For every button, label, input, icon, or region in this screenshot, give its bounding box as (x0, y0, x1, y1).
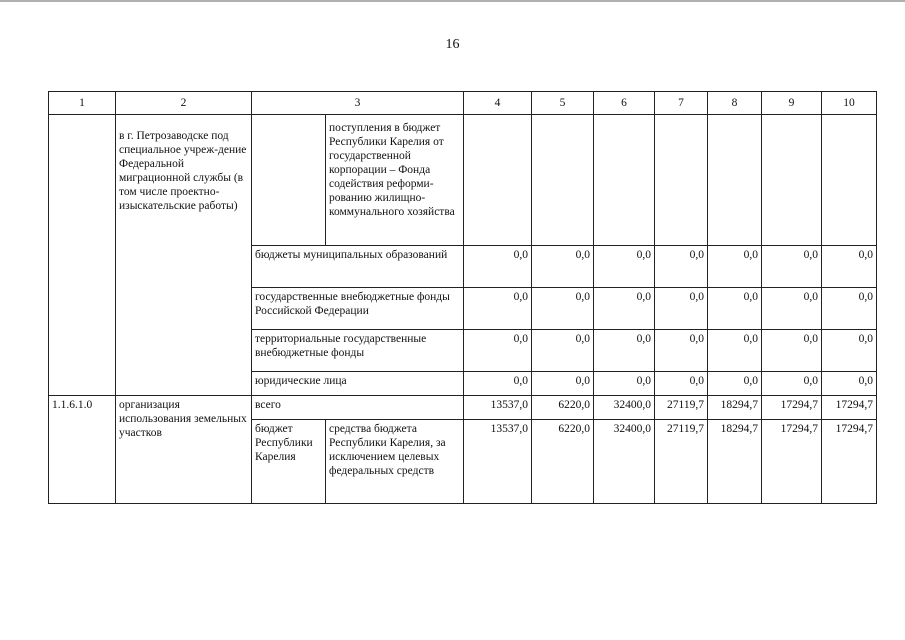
value-cell: 0,0 (762, 246, 822, 288)
value-cell (822, 115, 877, 246)
header-row (49, 92, 877, 115)
value-cell: 0,0 (822, 288, 877, 330)
source-label: бюджеты муниципальных образований (252, 246, 464, 288)
value-cell: 18294,7 (708, 396, 762, 420)
source-label: юридические лица (252, 372, 464, 396)
value-cell: 0,0 (655, 288, 708, 330)
header-cell: 7 (655, 92, 708, 115)
value-cell: 6220,0 (532, 420, 594, 504)
value-cell: 27119,7 (655, 396, 708, 420)
value-cell: 0,0 (708, 372, 762, 396)
value-cell: 27119,7 (655, 420, 708, 504)
value-cell: 0,0 (464, 288, 532, 330)
scan-top-edge (0, 0, 905, 2)
value-cell: 0,0 (655, 246, 708, 288)
total-label: всего (252, 396, 464, 420)
page-number: 16 (445, 37, 460, 52)
value-cell: 0,0 (822, 330, 877, 372)
value-cell: 17294,7 (822, 396, 877, 420)
value-cell: 32400,0 (594, 396, 655, 420)
value-cell (762, 115, 822, 246)
item-code-cell: 1.1.6.1.0 (49, 396, 116, 504)
value-cell: 0,0 (594, 246, 655, 288)
value-cell: 0,0 (762, 288, 822, 330)
budget-table (48, 91, 877, 504)
value-cell (708, 115, 762, 246)
budget-source: средства бюджета Республики Карелия, за исключением целевых федеральных средств (326, 420, 464, 504)
value-cell (594, 115, 655, 246)
value-cell: 0,0 (532, 246, 594, 288)
value-cell: 0,0 (594, 372, 655, 396)
header-cell: 2 (116, 92, 252, 115)
value-cell: 0,0 (762, 330, 822, 372)
value-cell: 6220,0 (532, 396, 594, 420)
header-cell: 3 (252, 92, 464, 115)
value-cell: 13537,0 (464, 396, 532, 420)
header-cell: 10 (822, 92, 877, 115)
value-cell: 0,0 (708, 330, 762, 372)
source-cell: поступления в бюджет Республики Карелия от государственной корпорации – Фонда содействия реформи-рованию жилищно-коммунального хозяйства (326, 115, 464, 246)
table-row (49, 396, 877, 420)
source-label: государственные внебюджетные фонды Российской Федерации (252, 288, 464, 330)
value-cell: 13537,0 (464, 420, 532, 504)
value-cell (532, 115, 594, 246)
value-cell: 0,0 (532, 372, 594, 396)
empty-cell (252, 115, 326, 246)
value-cell: 18294,7 (708, 420, 762, 504)
value-cell: 0,0 (464, 330, 532, 372)
value-cell: 0,0 (594, 288, 655, 330)
value-cell: 0,0 (708, 288, 762, 330)
value-cell: 0,0 (822, 372, 877, 396)
value-cell: 17294,7 (762, 396, 822, 420)
source-label: территориальные государственные внебюджетные фонды (252, 330, 464, 372)
item-name-cell: организация использования земельных участков (116, 396, 252, 504)
code-cell (49, 115, 116, 396)
item-name-cell: в г. Петрозаводске под специальное учреж-дение Федеральной миграционной службы (в том числе проектно-изыскательские работы) (116, 115, 252, 396)
value-cell: 0,0 (655, 372, 708, 396)
value-cell: 0,0 (464, 372, 532, 396)
value-cell: 17294,7 (762, 420, 822, 504)
value-cell: 0,0 (594, 330, 655, 372)
header-cell: 9 (762, 92, 822, 115)
value-cell: 0,0 (655, 330, 708, 372)
table-row (49, 115, 877, 246)
header-cell: 6 (594, 92, 655, 115)
value-cell: 0,0 (822, 246, 877, 288)
header-cell: 1 (49, 92, 116, 115)
value-cell: 0,0 (708, 246, 762, 288)
value-cell (655, 115, 708, 246)
header-cell: 8 (708, 92, 762, 115)
value-cell: 32400,0 (594, 420, 655, 504)
value-cell: 17294,7 (822, 420, 877, 504)
value-cell (464, 115, 532, 246)
value-cell: 0,0 (464, 246, 532, 288)
header-cell: 4 (464, 92, 532, 115)
value-cell: 0,0 (532, 330, 594, 372)
header-cell: 5 (532, 92, 594, 115)
value-cell: 0,0 (762, 372, 822, 396)
value-cell: 0,0 (532, 288, 594, 330)
budget-label: бюджет Республики Карелия (252, 420, 326, 504)
